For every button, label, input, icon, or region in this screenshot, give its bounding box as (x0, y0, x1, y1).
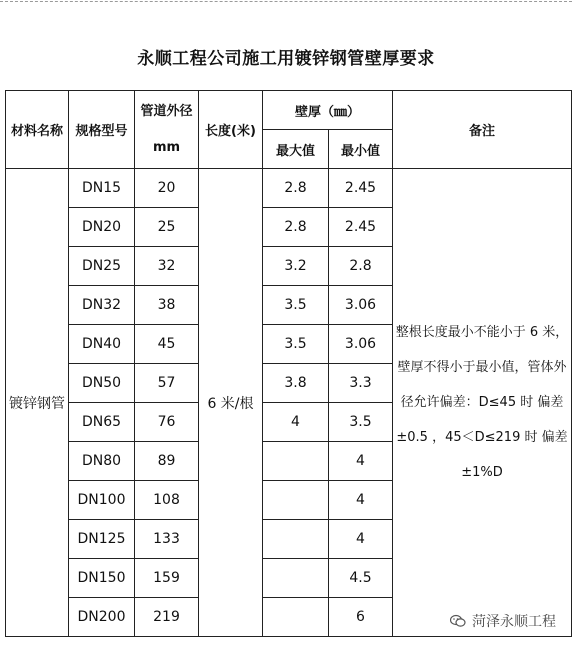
cell-length: 6 米/根 (199, 169, 263, 637)
cell-wall-max: 3.5 (263, 286, 329, 325)
watermark-text: 菏泽永顺工程 (472, 614, 556, 630)
cell-wall-max (263, 598, 329, 637)
cell-outer-diameter: 159 (135, 559, 199, 598)
cell-outer-diameter: 219 (135, 598, 199, 637)
wechat-official-account-icon (450, 614, 466, 628)
page-title: 永顺工程公司施工用镀锌钢管壁厚要求 (137, 49, 435, 69)
cell-spec: DN150 (69, 559, 135, 598)
cell-spec: DN20 (69, 208, 135, 247)
cell-spec: DN32 (69, 286, 135, 325)
cell-wall-max (263, 520, 329, 559)
cell-outer-diameter: 25 (135, 208, 199, 247)
header-outer-diameter (135, 91, 199, 169)
header-spec: 规格型号 (69, 91, 135, 169)
cell-wall-min: 4 (329, 481, 393, 520)
header-length: 长度(米) (199, 91, 263, 169)
cell-spec: DN15 (69, 169, 135, 208)
cell-wall-min: 2.8 (329, 247, 393, 286)
header-remark: 备注 (393, 91, 572, 169)
cell-outer-diameter: 20 (135, 169, 199, 208)
cell-outer-diameter: 45 (135, 325, 199, 364)
cell-wall-min: 4 (329, 520, 393, 559)
cell-spec: DN50 (69, 364, 135, 403)
top-divider (0, 1, 572, 2)
cell-wall-max: 2.8 (263, 208, 329, 247)
cell-wall-min: 2.45 (329, 208, 393, 247)
cell-spec: DN80 (69, 442, 135, 481)
cell-material: 镀锌钢管 (6, 169, 69, 637)
cell-outer-diameter: 32 (135, 247, 199, 286)
cell-wall-min: 3.3 (329, 364, 393, 403)
table-row (6, 169, 572, 208)
cell-wall-min: 4 (329, 442, 393, 481)
header-wall-min: 最小值 (329, 130, 393, 169)
header-od-line1: 管道外径 (140, 103, 193, 119)
header-od-line2: mm (152, 139, 181, 155)
cell-outer-diameter: 38 (135, 286, 199, 325)
header-material: 材料名称 (6, 91, 69, 169)
cell-spec: DN40 (69, 325, 135, 364)
cell-spec: DN100 (69, 481, 135, 520)
cell-wall-max (263, 559, 329, 598)
cell-spec: DN125 (69, 520, 135, 559)
cell-outer-diameter: 133 (135, 520, 199, 559)
cell-wall-min: 3.5 (329, 403, 393, 442)
steel-pipe-table (5, 90, 572, 637)
header-wall-max: 最大值 (263, 130, 329, 169)
cell-outer-diameter: 108 (135, 481, 199, 520)
cell-wall-min: 3.06 (329, 286, 393, 325)
cell-wall-max (263, 442, 329, 481)
cell-spec: DN200 (69, 598, 135, 637)
cell-outer-diameter: 89 (135, 442, 199, 481)
cell-remark: 整根长度最小不能小于 6 米，壁厚不得小于最小值，管体外径允许偏差：D≤45 时 偏差±0.5 ，45＜D≤219 时 偏差±1%D (393, 169, 572, 637)
cell-outer-diameter: 76 (135, 403, 199, 442)
cell-wall-max: 2.8 (263, 169, 329, 208)
cell-spec: DN25 (69, 247, 135, 286)
cell-wall-min: 6 (329, 598, 393, 637)
watermark (446, 610, 560, 632)
cell-wall-max: 4 (263, 403, 329, 442)
cell-wall-max (263, 481, 329, 520)
cell-wall-max: 3.2 (263, 247, 329, 286)
cell-wall-min: 2.45 (329, 169, 393, 208)
header-row-1 (6, 91, 572, 130)
cell-wall-min: 4.5 (329, 559, 393, 598)
cell-spec: DN65 (69, 403, 135, 442)
header-wall-thickness: 壁厚（㎜） (263, 91, 393, 130)
cell-outer-diameter: 57 (135, 364, 199, 403)
cell-wall-max: 3.5 (263, 325, 329, 364)
cell-wall-max: 3.8 (263, 364, 329, 403)
cell-wall-min: 3.06 (329, 325, 393, 364)
